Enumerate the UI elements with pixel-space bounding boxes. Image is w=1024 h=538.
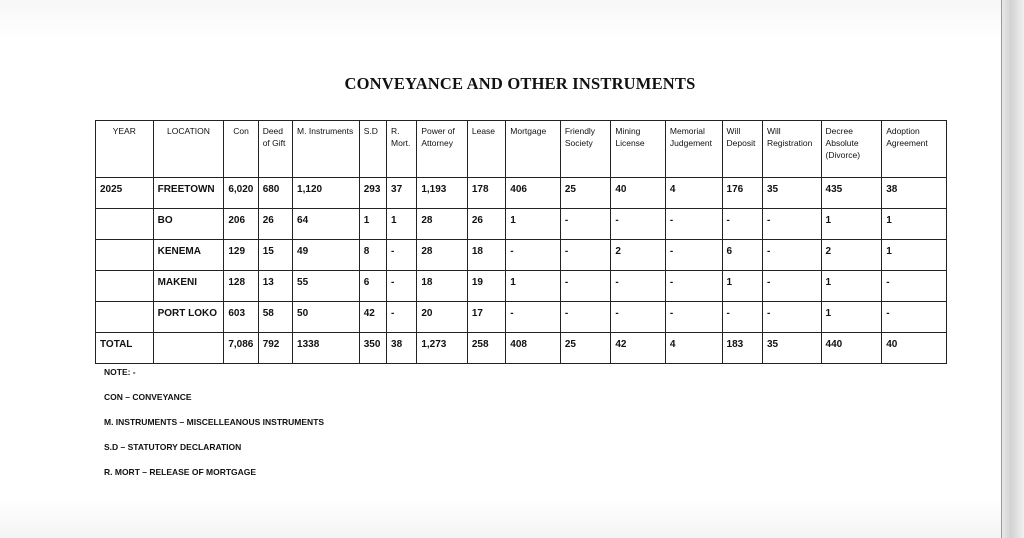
table-cell: 680 bbox=[258, 178, 292, 209]
table-cell: - bbox=[665, 240, 722, 271]
table-cell: 183 bbox=[722, 333, 762, 364]
table-cell: 4 bbox=[665, 178, 722, 209]
table-cell: 792 bbox=[258, 333, 292, 364]
table-cell: 176 bbox=[722, 178, 762, 209]
table-cell: 35 bbox=[762, 178, 821, 209]
table-cell: 1,273 bbox=[417, 333, 468, 364]
col-header-will-registration: Will Registration bbox=[762, 121, 821, 178]
table-cell: 128 bbox=[224, 271, 258, 302]
table-cell: 408 bbox=[506, 333, 561, 364]
col-header-location: LOCATION bbox=[153, 121, 224, 178]
table-cell: 2 bbox=[611, 240, 666, 271]
col-header-lease: Lease bbox=[467, 121, 505, 178]
table-cell: - bbox=[722, 209, 762, 240]
table-cell: 18 bbox=[417, 271, 468, 302]
table-cell: - bbox=[882, 271, 947, 302]
table-row bbox=[96, 178, 947, 209]
table-cell: - bbox=[762, 271, 821, 302]
table-cell: 1 bbox=[359, 209, 386, 240]
table-cell: - bbox=[762, 302, 821, 333]
table-cell: 1 bbox=[821, 302, 882, 333]
table-cell: - bbox=[560, 271, 611, 302]
col-header-con: Con bbox=[224, 121, 258, 178]
table-cell: 28 bbox=[417, 240, 468, 271]
notes-section bbox=[104, 366, 324, 491]
table-cell: 178 bbox=[467, 178, 505, 209]
table-cell: 13 bbox=[258, 271, 292, 302]
table-cell: 603 bbox=[224, 302, 258, 333]
table-cell: 38 bbox=[387, 333, 417, 364]
total-row bbox=[96, 333, 947, 364]
table-cell: 435 bbox=[821, 178, 882, 209]
col-header-will-deposit: Will Deposit bbox=[722, 121, 762, 178]
table-cell: - bbox=[611, 302, 666, 333]
table-cell: 42 bbox=[611, 333, 666, 364]
table-cell: 8 bbox=[359, 240, 386, 271]
instruments-table bbox=[95, 120, 947, 364]
table-cell: - bbox=[762, 240, 821, 271]
note-item: M. INSTRUMENTS – MISCELLEANOUS INSTRUMENTS bbox=[104, 417, 325, 427]
table-cell bbox=[96, 240, 154, 271]
col-header-power-of-attorney: Power of Attorney bbox=[417, 121, 468, 178]
table-cell: - bbox=[665, 209, 722, 240]
table-cell: - bbox=[722, 302, 762, 333]
table-cell: - bbox=[387, 240, 417, 271]
table-cell bbox=[96, 302, 154, 333]
table-row bbox=[96, 209, 947, 240]
table-cell: - bbox=[611, 271, 666, 302]
table-cell: - bbox=[882, 302, 947, 333]
table-cell: 1 bbox=[387, 209, 417, 240]
table-cell: 440 bbox=[821, 333, 882, 364]
col-header-year: YEAR bbox=[96, 121, 154, 178]
col-header-friendly-society: Friendly Society bbox=[560, 121, 611, 178]
table-cell: 40 bbox=[882, 333, 947, 364]
table-cell: - bbox=[387, 271, 417, 302]
table-cell: 25 bbox=[560, 178, 611, 209]
table-cell: 1 bbox=[506, 209, 561, 240]
note-item: CON – CONVEYANCE bbox=[104, 392, 192, 402]
col-header-decree-absolute: Decree Absolute (Divorce) bbox=[821, 121, 882, 178]
table-cell: 6 bbox=[722, 240, 762, 271]
table-cell: 1 bbox=[882, 209, 947, 240]
table-cell: 17 bbox=[467, 302, 505, 333]
table-cell: 18 bbox=[467, 240, 505, 271]
table-cell: - bbox=[665, 302, 722, 333]
table-cell: - bbox=[387, 302, 417, 333]
table-cell: 2 bbox=[821, 240, 882, 271]
table-cell: 26 bbox=[258, 209, 292, 240]
table-cell: 42 bbox=[359, 302, 386, 333]
table-cell: 1 bbox=[882, 240, 947, 271]
table-cell: FREETOWN bbox=[153, 178, 224, 209]
table-cell: - bbox=[560, 209, 611, 240]
table-cell: 25 bbox=[560, 333, 611, 364]
table-cell: 26 bbox=[467, 209, 505, 240]
table-cell: 35 bbox=[762, 333, 821, 364]
table-row bbox=[96, 302, 947, 333]
notes-heading: NOTE: - bbox=[104, 367, 136, 377]
table-cell: 2025 bbox=[96, 178, 154, 209]
table-cell: 6,020 bbox=[224, 178, 258, 209]
table-cell: PORT LOKO bbox=[153, 302, 224, 333]
table-cell: 64 bbox=[293, 209, 360, 240]
table-cell: 406 bbox=[506, 178, 561, 209]
col-header-adoption-agreement: Adoption Agreement bbox=[882, 121, 947, 178]
table-cell: 1,193 bbox=[417, 178, 468, 209]
table-cell: 58 bbox=[258, 302, 292, 333]
note-item: S.D – STATUTORY DECLARATION bbox=[104, 442, 242, 452]
table-cell: 28 bbox=[417, 209, 468, 240]
table-cell: 20 bbox=[417, 302, 468, 333]
table-cell: 7,086 bbox=[224, 333, 258, 364]
table-cell: BO bbox=[153, 209, 224, 240]
table-cell: 1 bbox=[821, 271, 882, 302]
table-cell: 40 bbox=[611, 178, 666, 209]
note-item: R. MORT – RELEASE OF MORTGAGE bbox=[104, 467, 257, 477]
table-cell bbox=[153, 333, 224, 364]
table-cell: - bbox=[506, 240, 561, 271]
table-cell: 1 bbox=[506, 271, 561, 302]
col-header-r-mort: R. Mort. bbox=[387, 121, 417, 178]
table-row bbox=[96, 271, 947, 302]
table-row bbox=[96, 240, 947, 271]
table-cell: 4 bbox=[665, 333, 722, 364]
table-cell: - bbox=[560, 240, 611, 271]
table-cell: - bbox=[560, 302, 611, 333]
table-cell bbox=[96, 209, 154, 240]
table-cell: TOTAL bbox=[96, 333, 154, 364]
col-header-m-instruments: M. Instruments bbox=[293, 121, 360, 178]
table-cell: - bbox=[665, 271, 722, 302]
table-cell bbox=[96, 271, 154, 302]
table-cell: MAKENI bbox=[153, 271, 224, 302]
table-cell: 1 bbox=[821, 209, 882, 240]
table-cell: 55 bbox=[293, 271, 360, 302]
table-cell: 15 bbox=[258, 240, 292, 271]
header-row bbox=[96, 121, 947, 178]
table-cell: 258 bbox=[467, 333, 505, 364]
table-cell: 37 bbox=[387, 178, 417, 209]
table-cell: 1,120 bbox=[293, 178, 360, 209]
col-header-mining-license: Mining License bbox=[611, 121, 666, 178]
col-header-mortgage: Mortgage bbox=[506, 121, 561, 178]
table-cell: - bbox=[611, 209, 666, 240]
table-cell: 350 bbox=[359, 333, 386, 364]
table-cell: 1338 bbox=[293, 333, 360, 364]
table-cell: KENEMA bbox=[153, 240, 224, 271]
table-cell: 129 bbox=[224, 240, 258, 271]
table-cell: 1 bbox=[722, 271, 762, 302]
table-cell: - bbox=[762, 209, 821, 240]
col-header-deed-of-gift: Deed of Gift bbox=[258, 121, 292, 178]
col-header-sd: S.D bbox=[359, 121, 386, 178]
table-cell: 206 bbox=[224, 209, 258, 240]
page-edge bbox=[1001, 0, 1024, 538]
table-cell: 49 bbox=[293, 240, 360, 271]
table-cell: 293 bbox=[359, 178, 386, 209]
table-cell: - bbox=[506, 302, 561, 333]
table-cell: 38 bbox=[882, 178, 947, 209]
page-title: CONVEYANCE AND OTHER INSTRUMENTS bbox=[344, 74, 696, 93]
table-cell: 50 bbox=[293, 302, 360, 333]
table-cell: 6 bbox=[359, 271, 386, 302]
table-cell: 19 bbox=[467, 271, 505, 302]
col-header-memorial-judgement: Memorial Judgement bbox=[665, 121, 722, 178]
